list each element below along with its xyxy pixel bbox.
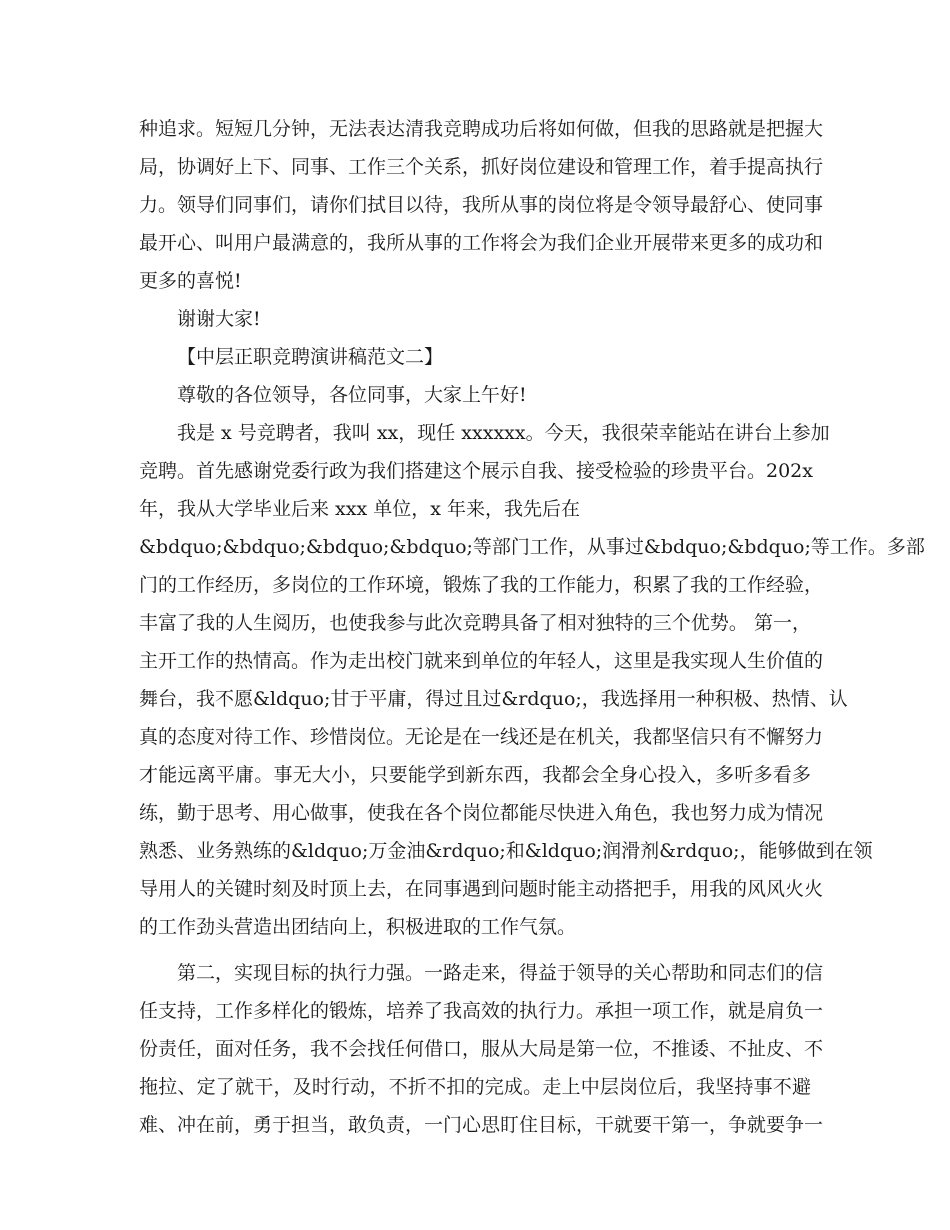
- text-line: 才能远离平庸。事无大小，只要能学到新东西，我都会全身心投入，多听多看多: [139, 764, 811, 786]
- text-line: 更多的喜悦!: [139, 270, 242, 292]
- text-line: 谢谢大家!: [177, 308, 261, 330]
- text-line: 最开心、叫用户最满意的，我所从事的工作将会为我们企业开展带来更多的成功和: [139, 232, 824, 254]
- section-heading: 【中层正职竞聘演讲稿范文二】: [177, 346, 444, 368]
- text-line: 导用人的关键时刻及时顶上去，在同事遇到问题时能主动搭把手，用我的风风火火: [139, 878, 824, 900]
- text-line: 年，我从大学毕业后来 xxx 单位，x 年来，我先后在: [139, 498, 580, 520]
- text-line: 第二，实现目标的执行力强。一路走来，得益于领导的关心帮助和同志们的信: [177, 962, 824, 984]
- text-line: 竞聘。首先感谢党委行政为我们搭建这个展示自我、接受检验的珍贵平台。202x: [139, 460, 813, 482]
- text-line: 种追求。短短几分钟，无法表达清我竞聘成功后将如何做，但我的思路就是把握大: [139, 118, 824, 140]
- text-line: 我是 x 号竞聘者，我叫 xx，现任 xxxxxx。今天，我很荣幸能站在讲台上参加: [177, 422, 830, 444]
- text-line: 的工作劲头营造出团结向上，积极进取的工作气氛。: [139, 916, 577, 938]
- text-line: 丰富了我的人生阅历，也使我参与此次竞聘具备了相对独特的三个优势。 第一，: [139, 612, 811, 634]
- text-line: 局，协调好上下、同事、工作三个关系，抓好岗位建设和管理工作，着手提高执行: [139, 156, 824, 178]
- text-line: 拖拉、定了就干，及时行动，不折不扣的完成。走上中层岗位后，我坚持事不避: [139, 1076, 811, 1098]
- text-line: 任支持，工作多样化的锻炼，培养了我高效的执行力。承担一项工作，就是肩负一: [139, 1000, 824, 1022]
- text-line: 舞台，我不愿&ldquo;甘于平庸，得过且过&rdquo;，我选择用一种积极、热情、认: [139, 688, 848, 710]
- text-line: 难、冲在前，勇于担当，敢负责，一门心思盯住目标，干就要干第一，争就要争一: [139, 1114, 824, 1136]
- text-line: 门的工作经历，多岗位的工作环境，锻炼了我的工作能力，积累了我的工作经验，: [139, 574, 824, 596]
- text-line: 熟悉、业务熟练的&ldquo;万金油&rdquo;和&ldquo;润滑剂&rdquo;，能够做到在领: [139, 840, 873, 862]
- text-line: 份责任，面对任务，我不会找任何借口，服从大局是第一位，不推诿、不扯皮、不: [139, 1038, 824, 1060]
- text-line: 真的态度对待工作、珍惜岗位。无论是在一线还是在机关，我都坚信只有不懈努力: [139, 726, 824, 748]
- text-line: 力。领导们同事们，请你们拭目以待，我所从事的岗位将是令领导最舒心、使同事: [139, 194, 824, 216]
- text-line: 尊敬的各位领导，各位同事，大家上午好!: [177, 384, 527, 406]
- text-line: 主开工作的热情高。作为走出校门就来到单位的年轻人，这里是我实现人生价值的: [139, 650, 824, 672]
- text-line: &bdquo;&bdquo;&bdquo;&bdquo;等部门工作，从事过&bdquo;&bdquo;等工作。多部: [139, 536, 925, 558]
- text-line: 练，勤于思考、用心做事，使我在各个岗位都能尽快进入角色，我也努力成为情况: [139, 802, 824, 824]
